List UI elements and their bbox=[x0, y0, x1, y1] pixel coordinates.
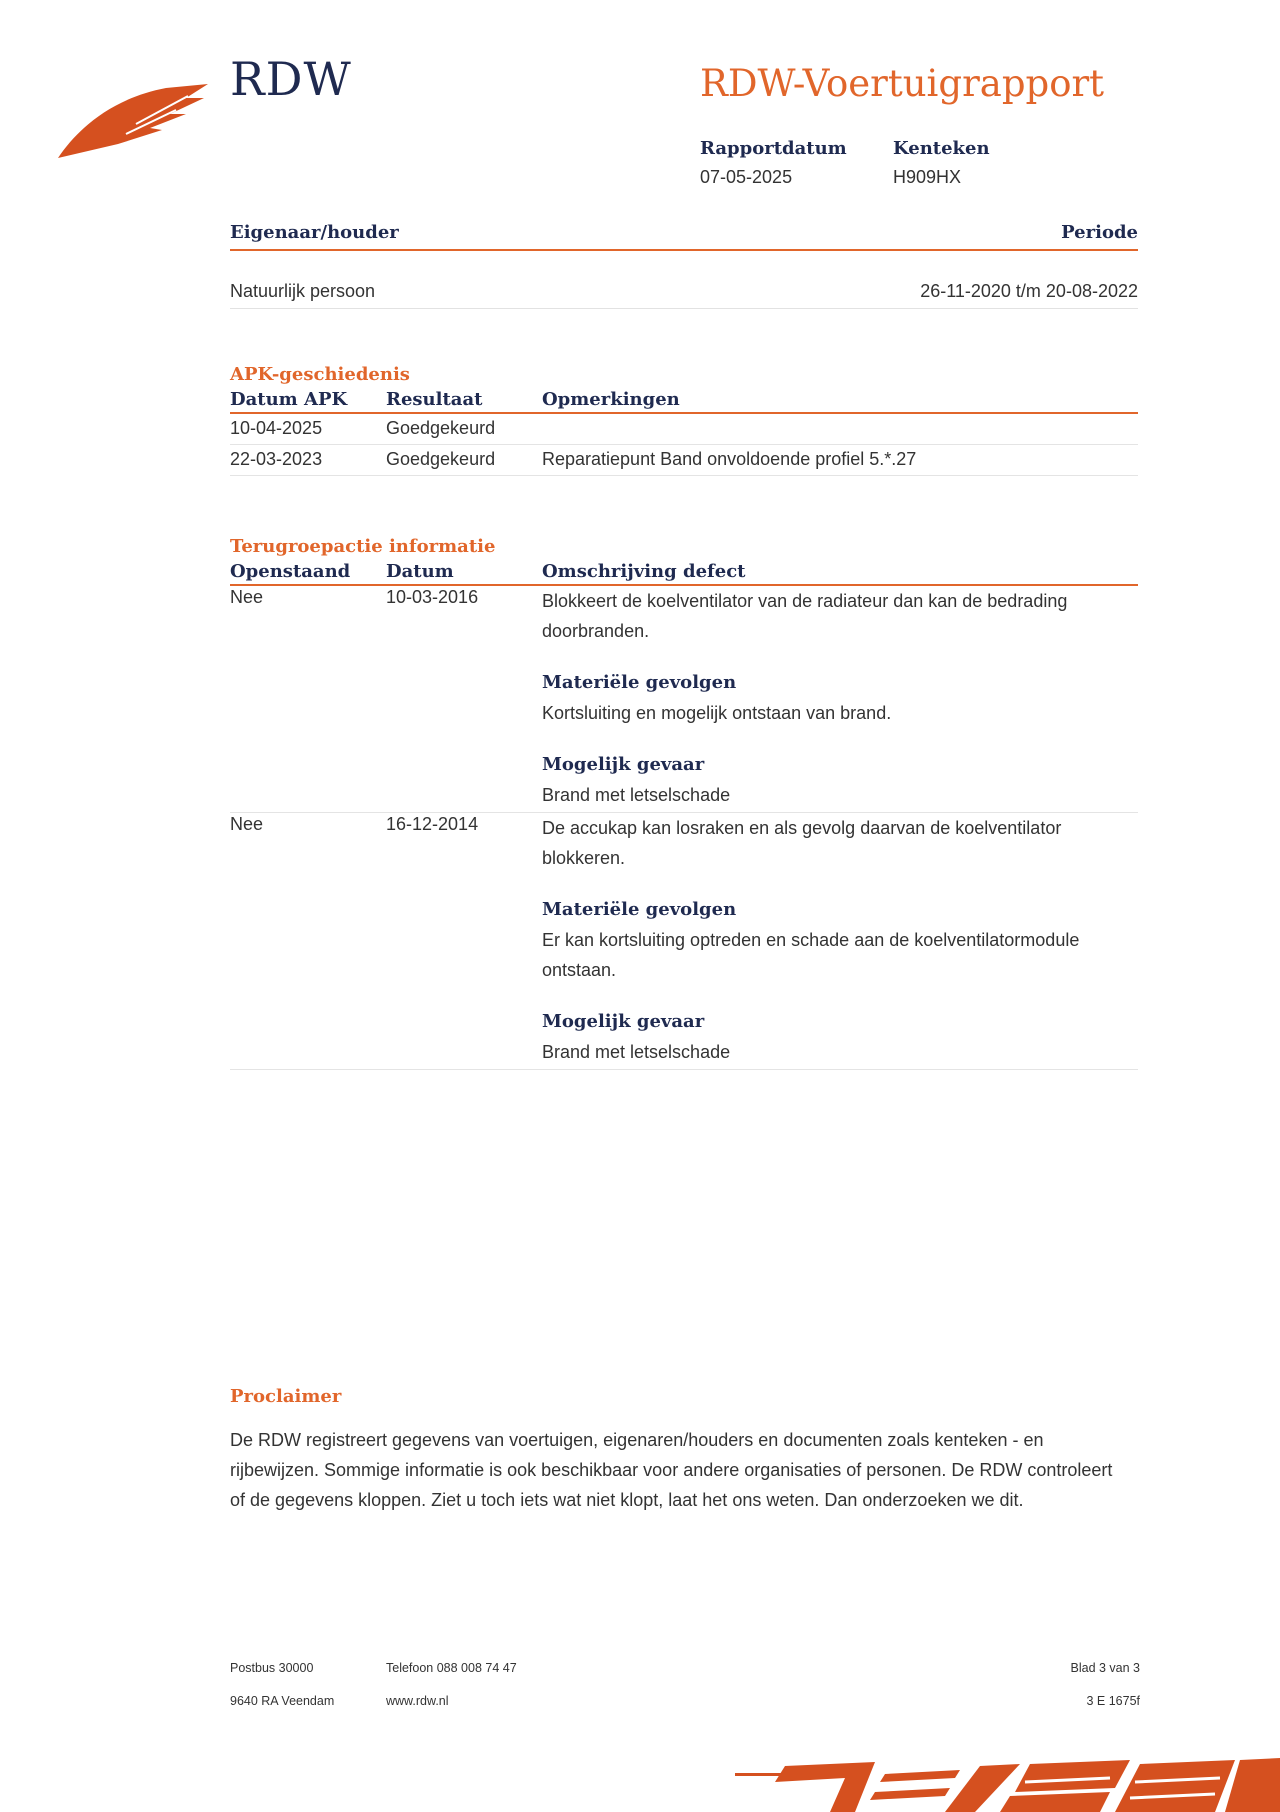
consequences-value: Er kan kortsluiting optreden en schade aan de koelventilatormodule ontstaan. bbox=[542, 930, 1080, 980]
recall-col-open: Openstaand bbox=[230, 561, 351, 582]
apk-date: 10-04-2025 bbox=[230, 418, 323, 438]
proclaimer-text: De RDW registreert gegevens van voertuigen, eigenaren/houders en documenten zoals kenteken - en rijbewijzen. Sommige informatie is ook beschikbaar voor andere organisaties of personen. De RDW controleert of de gegevens kloppen. Ziet u toch iets wat niet klopt, laat het ons weten. Dan onderzoeken we dit. bbox=[230, 1430, 1113, 1510]
apk-remark: Reparatiepunt Band onvoldoende profiel 5.*.27 bbox=[542, 449, 917, 469]
recall-details bbox=[542, 586, 1138, 810]
proclaimer-title: Proclaimer bbox=[230, 1386, 342, 1407]
footer-address-1: Postbus 30000 bbox=[230, 1661, 314, 1675]
table-row bbox=[230, 813, 1138, 1070]
owner-column-header: Eigenaar/houder bbox=[230, 222, 399, 243]
table-row bbox=[230, 445, 1138, 476]
danger-label: Mogelijk gevaar bbox=[542, 754, 705, 775]
danger-label: Mogelijk gevaar bbox=[542, 1011, 705, 1032]
apk-table-header bbox=[230, 389, 1138, 414]
table-row bbox=[230, 586, 1138, 813]
apk-result: Goedgekeurd bbox=[386, 449, 496, 469]
apk-date: 22-03-2023 bbox=[230, 449, 323, 469]
owner-row bbox=[230, 251, 1138, 309]
apk-remark bbox=[542, 417, 1138, 439]
owner-header bbox=[230, 222, 1138, 251]
danger-value: Brand met letselschade bbox=[542, 1042, 731, 1062]
recall-section bbox=[230, 536, 1138, 1070]
report-date-block bbox=[700, 138, 847, 188]
consequences-label: Materiële gevolgen bbox=[542, 672, 737, 693]
period-value: 26-11-2020 t/m 20-08-2022 bbox=[920, 281, 1138, 301]
plate-label: Kenteken bbox=[893, 138, 990, 159]
apk-result: Goedgekeurd bbox=[386, 418, 496, 438]
recall-defect: De accukap kan losraken en als gevolg daarvan de koelventilator blokkeren. bbox=[542, 818, 1062, 868]
proclaimer-section bbox=[230, 1386, 1130, 1515]
recall-details bbox=[542, 813, 1138, 1067]
consequences-value: Kortsluiting en mogelijk ontstaan van brand. bbox=[542, 703, 892, 723]
recall-col-date: Datum bbox=[386, 561, 454, 582]
brand-name: RDW bbox=[230, 52, 352, 106]
period-column-header: Periode bbox=[1061, 222, 1138, 243]
footer-address-2: 9640 RA Veendam bbox=[230, 1694, 335, 1708]
apk-col-remarks: Opmerkingen bbox=[542, 389, 680, 410]
table-row bbox=[230, 414, 1138, 445]
apk-section-title: APK-geschiedenis bbox=[230, 364, 410, 385]
recall-section-title: Terugroepactie informatie bbox=[230, 536, 496, 557]
page-title: RDW-Voertuigrapport bbox=[700, 62, 1105, 105]
decorative-stripe-pattern bbox=[735, 1758, 1280, 1812]
owner-value: Natuurlijk persoon bbox=[230, 281, 376, 301]
footer-website[interactable]: www.rdw.nl bbox=[386, 1694, 449, 1708]
footer-page-number: Blad 3 van 3 bbox=[1070, 1661, 1140, 1675]
report-date-value: 07-05-2025 bbox=[700, 167, 793, 187]
footer-phone: Telefoon 088 008 74 47 bbox=[386, 1661, 517, 1675]
plate-block bbox=[893, 138, 990, 188]
report-date-label: Rapportdatum bbox=[700, 138, 847, 159]
danger-value: Brand met letselschade bbox=[542, 785, 731, 805]
apk-history-section bbox=[230, 364, 1138, 476]
apk-col-result: Resultaat bbox=[386, 389, 483, 410]
recall-date: 10-03-2016 bbox=[386, 587, 479, 607]
footer-code: 3 E 1675f bbox=[1086, 1694, 1140, 1708]
owner-table bbox=[230, 222, 1138, 309]
apk-col-date: Datum APK bbox=[230, 389, 348, 410]
recall-open: Nee bbox=[230, 587, 264, 607]
recall-open: Nee bbox=[230, 814, 264, 834]
recall-col-defect: Omschrijving defect bbox=[542, 561, 746, 582]
consequences-label: Materiële gevolgen bbox=[542, 899, 737, 920]
rdw-logo-icon bbox=[58, 80, 208, 162]
plate-value: H909HX bbox=[893, 167, 962, 187]
recall-date: 16-12-2014 bbox=[386, 814, 479, 834]
recall-table-header bbox=[230, 561, 1138, 586]
recall-defect: Blokkeert de koelventilator van de radiateur dan kan de bedrading doorbranden. bbox=[542, 591, 1068, 641]
